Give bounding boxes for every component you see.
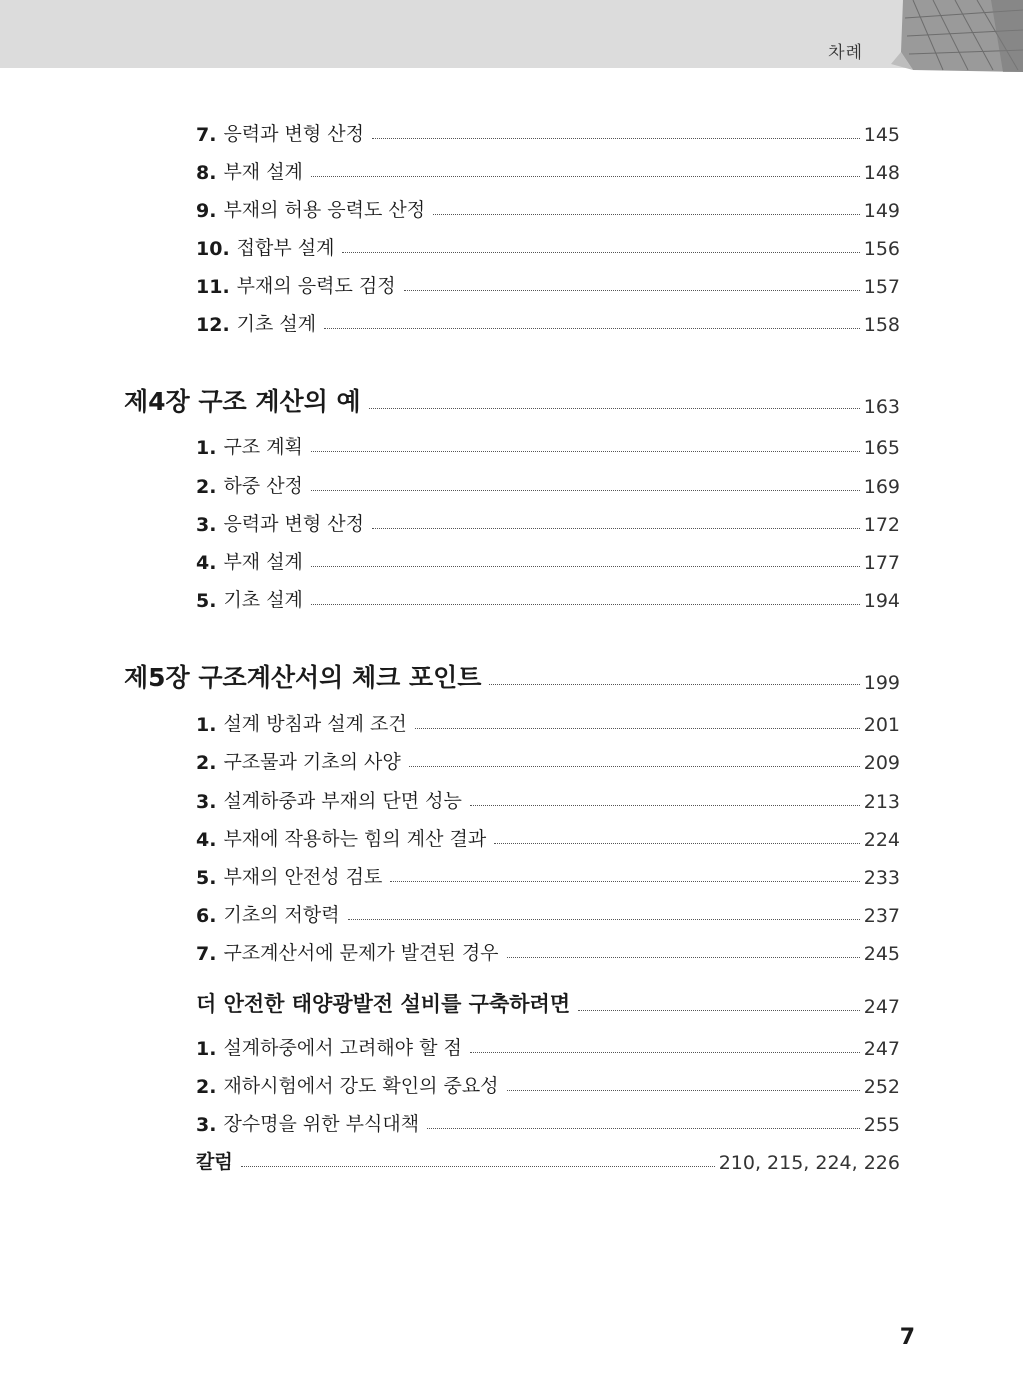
entry-page: 169 [863, 476, 900, 498]
entry-page: 213 [863, 791, 900, 813]
entry-title: 부재의 허용 응력도 산정 [223, 199, 426, 221]
toc-entry[interactable] [196, 1110, 900, 1136]
toc-entry[interactable] [196, 472, 900, 498]
entry-number: 11. [196, 276, 230, 298]
chapter-page: 199 [863, 672, 900, 694]
toc-entry[interactable] [196, 234, 900, 260]
entry-title: 부재의 응력도 검정 [236, 275, 396, 297]
entry-title: 설계하중과 부재의 단면 성능 [223, 790, 462, 812]
entry-number: 7. [196, 124, 217, 146]
entry-title: 구조계산서에 문제가 발견된 경우 [223, 942, 499, 964]
dot-leader [578, 1010, 860, 1011]
chapter-title: 제5장 구조계산서의 체크 포인트 [124, 663, 482, 692]
section-title: 더 안전한 태양광발전 설비를 구축하려면 [196, 992, 571, 1016]
dot-leader [404, 290, 860, 291]
column-pages: 210, 215, 224, 226 [718, 1152, 900, 1174]
entry-title: 설계하중에서 고려해야 할 점 [223, 1037, 462, 1059]
entry-page: 209 [863, 752, 900, 774]
entry-title: 구조물과 기초의 사양 [223, 751, 401, 773]
entry-title: 응력과 변형 산정 [223, 513, 365, 535]
entry-page: 233 [863, 867, 900, 889]
entry-number: 2. [196, 476, 217, 498]
dot-leader [311, 451, 860, 452]
entry-number: 6. [196, 905, 217, 927]
toc-entry[interactable] [196, 586, 900, 612]
entry-number: 5. [196, 590, 217, 612]
entry-title: 재하시험에서 강도 확인의 중요성 [223, 1075, 499, 1097]
dot-leader [507, 1090, 860, 1091]
chapter-page: 163 [863, 396, 900, 418]
dot-leader [415, 728, 860, 729]
toc-entry[interactable] [196, 710, 900, 736]
column-entry[interactable] [196, 1148, 900, 1174]
entry-number: 8. [196, 162, 217, 184]
entry-number: 10. [196, 238, 230, 260]
dot-leader [507, 957, 860, 958]
entry-number: 1. [196, 714, 217, 736]
entry-title: 접합부 설계 [236, 237, 335, 259]
entry-number: 1. [196, 1038, 217, 1060]
entry-page: 156 [863, 238, 900, 260]
toc-entry[interactable] [196, 1072, 900, 1098]
dot-leader [489, 684, 859, 685]
entry-number: 5. [196, 867, 217, 889]
entry-page: 165 [863, 437, 900, 459]
entry-page: 145 [863, 124, 900, 146]
chapter-title: 제4장 구조 계산의 예 [124, 387, 361, 416]
chapter-heading[interactable] [124, 660, 900, 694]
entry-page: 245 [863, 943, 900, 965]
entry-number: 3. [196, 791, 217, 813]
toc-entry[interactable] [196, 748, 900, 774]
entry-number: 3. [196, 1114, 217, 1136]
entry-page: 194 [863, 590, 900, 612]
dot-leader [427, 1128, 860, 1129]
entry-page: 177 [863, 552, 900, 574]
toc-entry[interactable] [196, 863, 900, 889]
entry-title: 장수명을 위한 부식대책 [223, 1113, 420, 1135]
dot-leader [348, 919, 860, 920]
dot-leader [369, 408, 860, 409]
entry-number: 2. [196, 752, 217, 774]
entry-page: 247 [863, 1038, 900, 1060]
entry-title: 하중 산정 [223, 475, 303, 497]
dot-leader [241, 1166, 715, 1167]
toc-entry[interactable] [196, 548, 900, 574]
entry-page: 149 [863, 200, 900, 222]
section-heading[interactable] [196, 988, 900, 1018]
entry-title: 기초 설계 [223, 589, 303, 611]
dot-leader [311, 566, 860, 567]
entry-number: 9. [196, 200, 217, 222]
toc-entry[interactable] [196, 825, 900, 851]
entry-page: 224 [863, 829, 900, 851]
entry-number: 2. [196, 1076, 217, 1098]
entry-number: 7. [196, 943, 217, 965]
entry-title: 부재에 작용하는 힘의 계산 결과 [223, 828, 487, 850]
entry-title: 응력과 변형 산정 [223, 123, 365, 145]
toc-entry[interactable] [196, 939, 900, 965]
entry-page: 172 [863, 514, 900, 536]
entry-page: 201 [863, 714, 900, 736]
entry-page: 148 [863, 162, 900, 184]
column-title: 칼럼 [196, 1151, 233, 1173]
dot-leader [311, 490, 860, 491]
toc-entry[interactable] [196, 120, 900, 146]
toc-entry[interactable] [196, 433, 900, 459]
entry-number: 3. [196, 514, 217, 536]
dot-leader [324, 328, 860, 329]
entry-page: 252 [863, 1076, 900, 1098]
dot-leader [409, 766, 860, 767]
entry-page: 237 [863, 905, 900, 927]
entry-title: 기초 설계 [236, 313, 317, 335]
dot-leader [372, 138, 860, 139]
entry-number: 4. [196, 829, 217, 851]
toc-entry[interactable] [196, 510, 900, 536]
toc-entry[interactable] [196, 787, 900, 813]
dot-leader [470, 805, 860, 806]
dot-leader [494, 843, 860, 844]
dot-leader [390, 881, 859, 882]
toc-entry[interactable] [196, 310, 900, 336]
entry-page: 255 [863, 1114, 900, 1136]
toc-entry[interactable] [196, 272, 900, 298]
section-page: 247 [863, 996, 900, 1018]
dot-leader [311, 176, 860, 177]
entry-title: 부재 설계 [223, 161, 303, 183]
header-bar [0, 0, 1023, 68]
toc-entry[interactable] [196, 901, 900, 927]
entry-number: 12. [196, 314, 230, 336]
dot-leader [433, 214, 860, 215]
entry-number: 4. [196, 552, 217, 574]
page-number: 7 [899, 1325, 915, 1350]
toc-entry[interactable] [196, 1034, 900, 1060]
toc-entry[interactable] [196, 158, 900, 184]
entry-number: 1. [196, 437, 217, 459]
entry-title: 부재 설계 [223, 551, 303, 573]
section-label: 차례 [828, 43, 863, 63]
solar-panel-illustration [873, 0, 1023, 72]
dot-leader [372, 528, 860, 529]
dot-leader [311, 604, 860, 605]
entry-title: 설계 방침과 설계 조건 [223, 713, 407, 735]
entry-title: 기초의 저항력 [223, 904, 340, 926]
entry-title: 부재의 안전성 검토 [223, 866, 383, 888]
entry-page: 157 [863, 276, 900, 298]
dot-leader [342, 252, 859, 253]
entry-page: 158 [863, 314, 900, 336]
entry-title: 구조 계획 [223, 436, 303, 458]
chapter-heading[interactable] [124, 384, 900, 418]
dot-leader [470, 1052, 860, 1053]
toc-entry[interactable] [196, 196, 900, 222]
